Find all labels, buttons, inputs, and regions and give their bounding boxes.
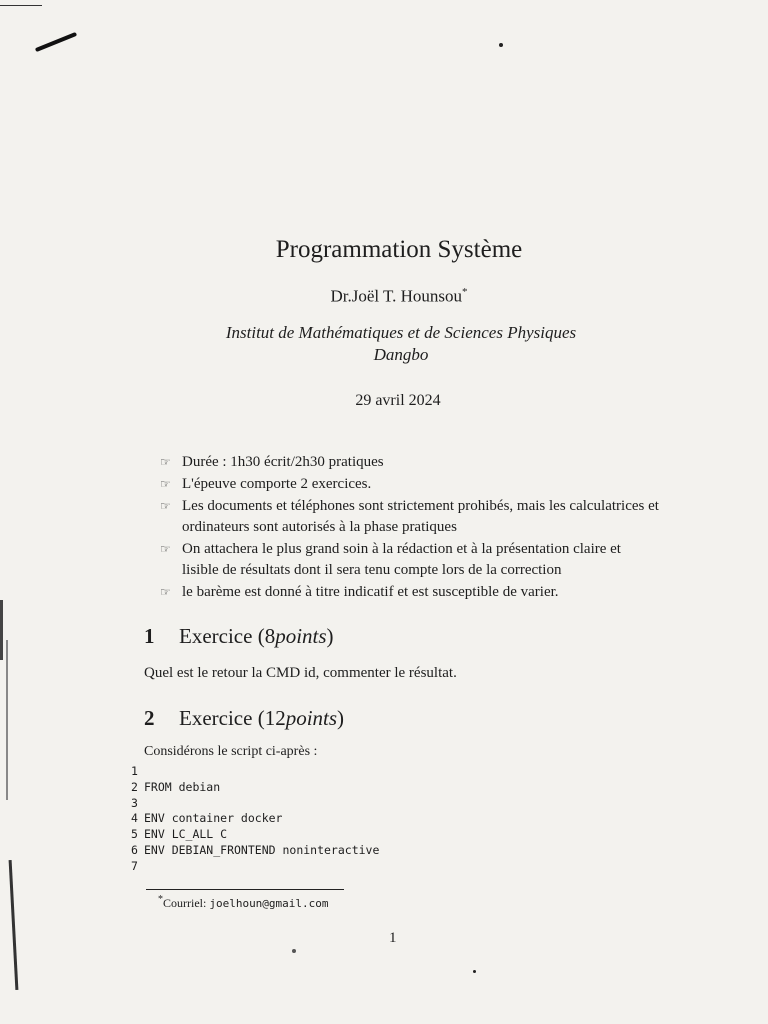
instruction-item: ☞ Les documents et téléphones sont strictement prohibés, mais les calculatrices et ordinateurs sont autorisés à la phase pratiques bbox=[160, 498, 659, 535]
code-line: 4 ENV container docker bbox=[131, 811, 283, 826]
footnote-divider bbox=[146, 889, 344, 890]
section-body: Quel est le retour la CMD id, commenter le résultat. bbox=[144, 665, 457, 681]
instruction-item: ☞ Durée : 1h30 écrit/2h30 pratiques bbox=[160, 452, 660, 473]
footnote-mark: * bbox=[158, 894, 163, 905]
author-name: Dr.Joël T. Hounsou bbox=[330, 286, 463, 306]
code-line: 6 ENV DEBIAN_FRONTEND noninteractive bbox=[131, 842, 380, 857]
institution-name: Institut de Mathématiques et de Sciences Physiques bbox=[225, 323, 577, 342]
section-number: 1 bbox=[144, 624, 155, 648]
footnote bbox=[158, 894, 329, 911]
line-number: 6 bbox=[131, 842, 138, 857]
code-listing bbox=[131, 764, 379, 875]
instruction-item: ☞ On attachera le plus grand soin à la rédaction et à la présentation claire et lisible de résultats dont il sera tenu compte lors de la correction bbox=[160, 541, 621, 578]
scan-stroke-diagonal bbox=[35, 32, 77, 52]
line-number: 7 bbox=[131, 858, 138, 873]
footnote-label: Courriel: bbox=[163, 896, 207, 910]
code-line bbox=[131, 796, 379, 812]
author-footnote-mark: * bbox=[462, 286, 468, 298]
code-line: 2 FROM debian bbox=[131, 779, 221, 794]
pointing-hand-icon: ☞ bbox=[160, 455, 171, 469]
line-number: 1 bbox=[131, 764, 138, 778]
speck bbox=[499, 43, 503, 47]
pointing-hand-icon: ☞ bbox=[160, 542, 171, 556]
scan-edge-left-3 bbox=[9, 860, 19, 990]
document-date: 29 avril 2024 bbox=[355, 392, 441, 409]
pointing-hand-icon: ☞ bbox=[160, 499, 171, 513]
code-line bbox=[131, 764, 379, 780]
page-number: 1 bbox=[389, 930, 397, 946]
line-number: 2 bbox=[131, 779, 138, 794]
code-line: 5 ENV LC_ALL C bbox=[131, 827, 228, 842]
instruction-item: ☞ L'épeuve comporte 2 exercices. bbox=[160, 474, 660, 495]
scan-edge-left-2 bbox=[6, 640, 8, 800]
pointing-hand-icon: ☞ bbox=[160, 477, 171, 491]
institution-city: Dangbo bbox=[373, 345, 429, 364]
footnote-email: joelhoun@gmail.com bbox=[209, 897, 329, 910]
section-title: Exercice bbox=[179, 706, 253, 730]
pointing-hand-icon: ☞ bbox=[160, 585, 171, 599]
line-number: 4 bbox=[131, 811, 138, 826]
scan-edge-left-1 bbox=[0, 600, 3, 660]
speck bbox=[292, 949, 296, 953]
section-title: Exercice bbox=[179, 624, 253, 648]
instructions-list bbox=[160, 452, 660, 604]
speck bbox=[473, 970, 476, 973]
instruction-item: ☞ le barème est donné à titre indicatif et est susceptible de varier. bbox=[160, 582, 660, 603]
institution bbox=[0, 322, 768, 366]
section-body: Considérons le script ci-après : bbox=[144, 744, 318, 759]
scan-stroke-top bbox=[0, 5, 42, 6]
code-line bbox=[131, 859, 379, 875]
author-line bbox=[0, 286, 768, 307]
document-title: Programmation Système bbox=[275, 236, 523, 263]
line-number: 5 bbox=[131, 827, 138, 842]
line-number: 3 bbox=[131, 795, 138, 810]
section-heading: 2 Exercice (12points) bbox=[144, 706, 345, 730]
section-heading: 1 Exercice (8points) bbox=[144, 624, 334, 648]
section-number: 2 bbox=[144, 706, 155, 730]
